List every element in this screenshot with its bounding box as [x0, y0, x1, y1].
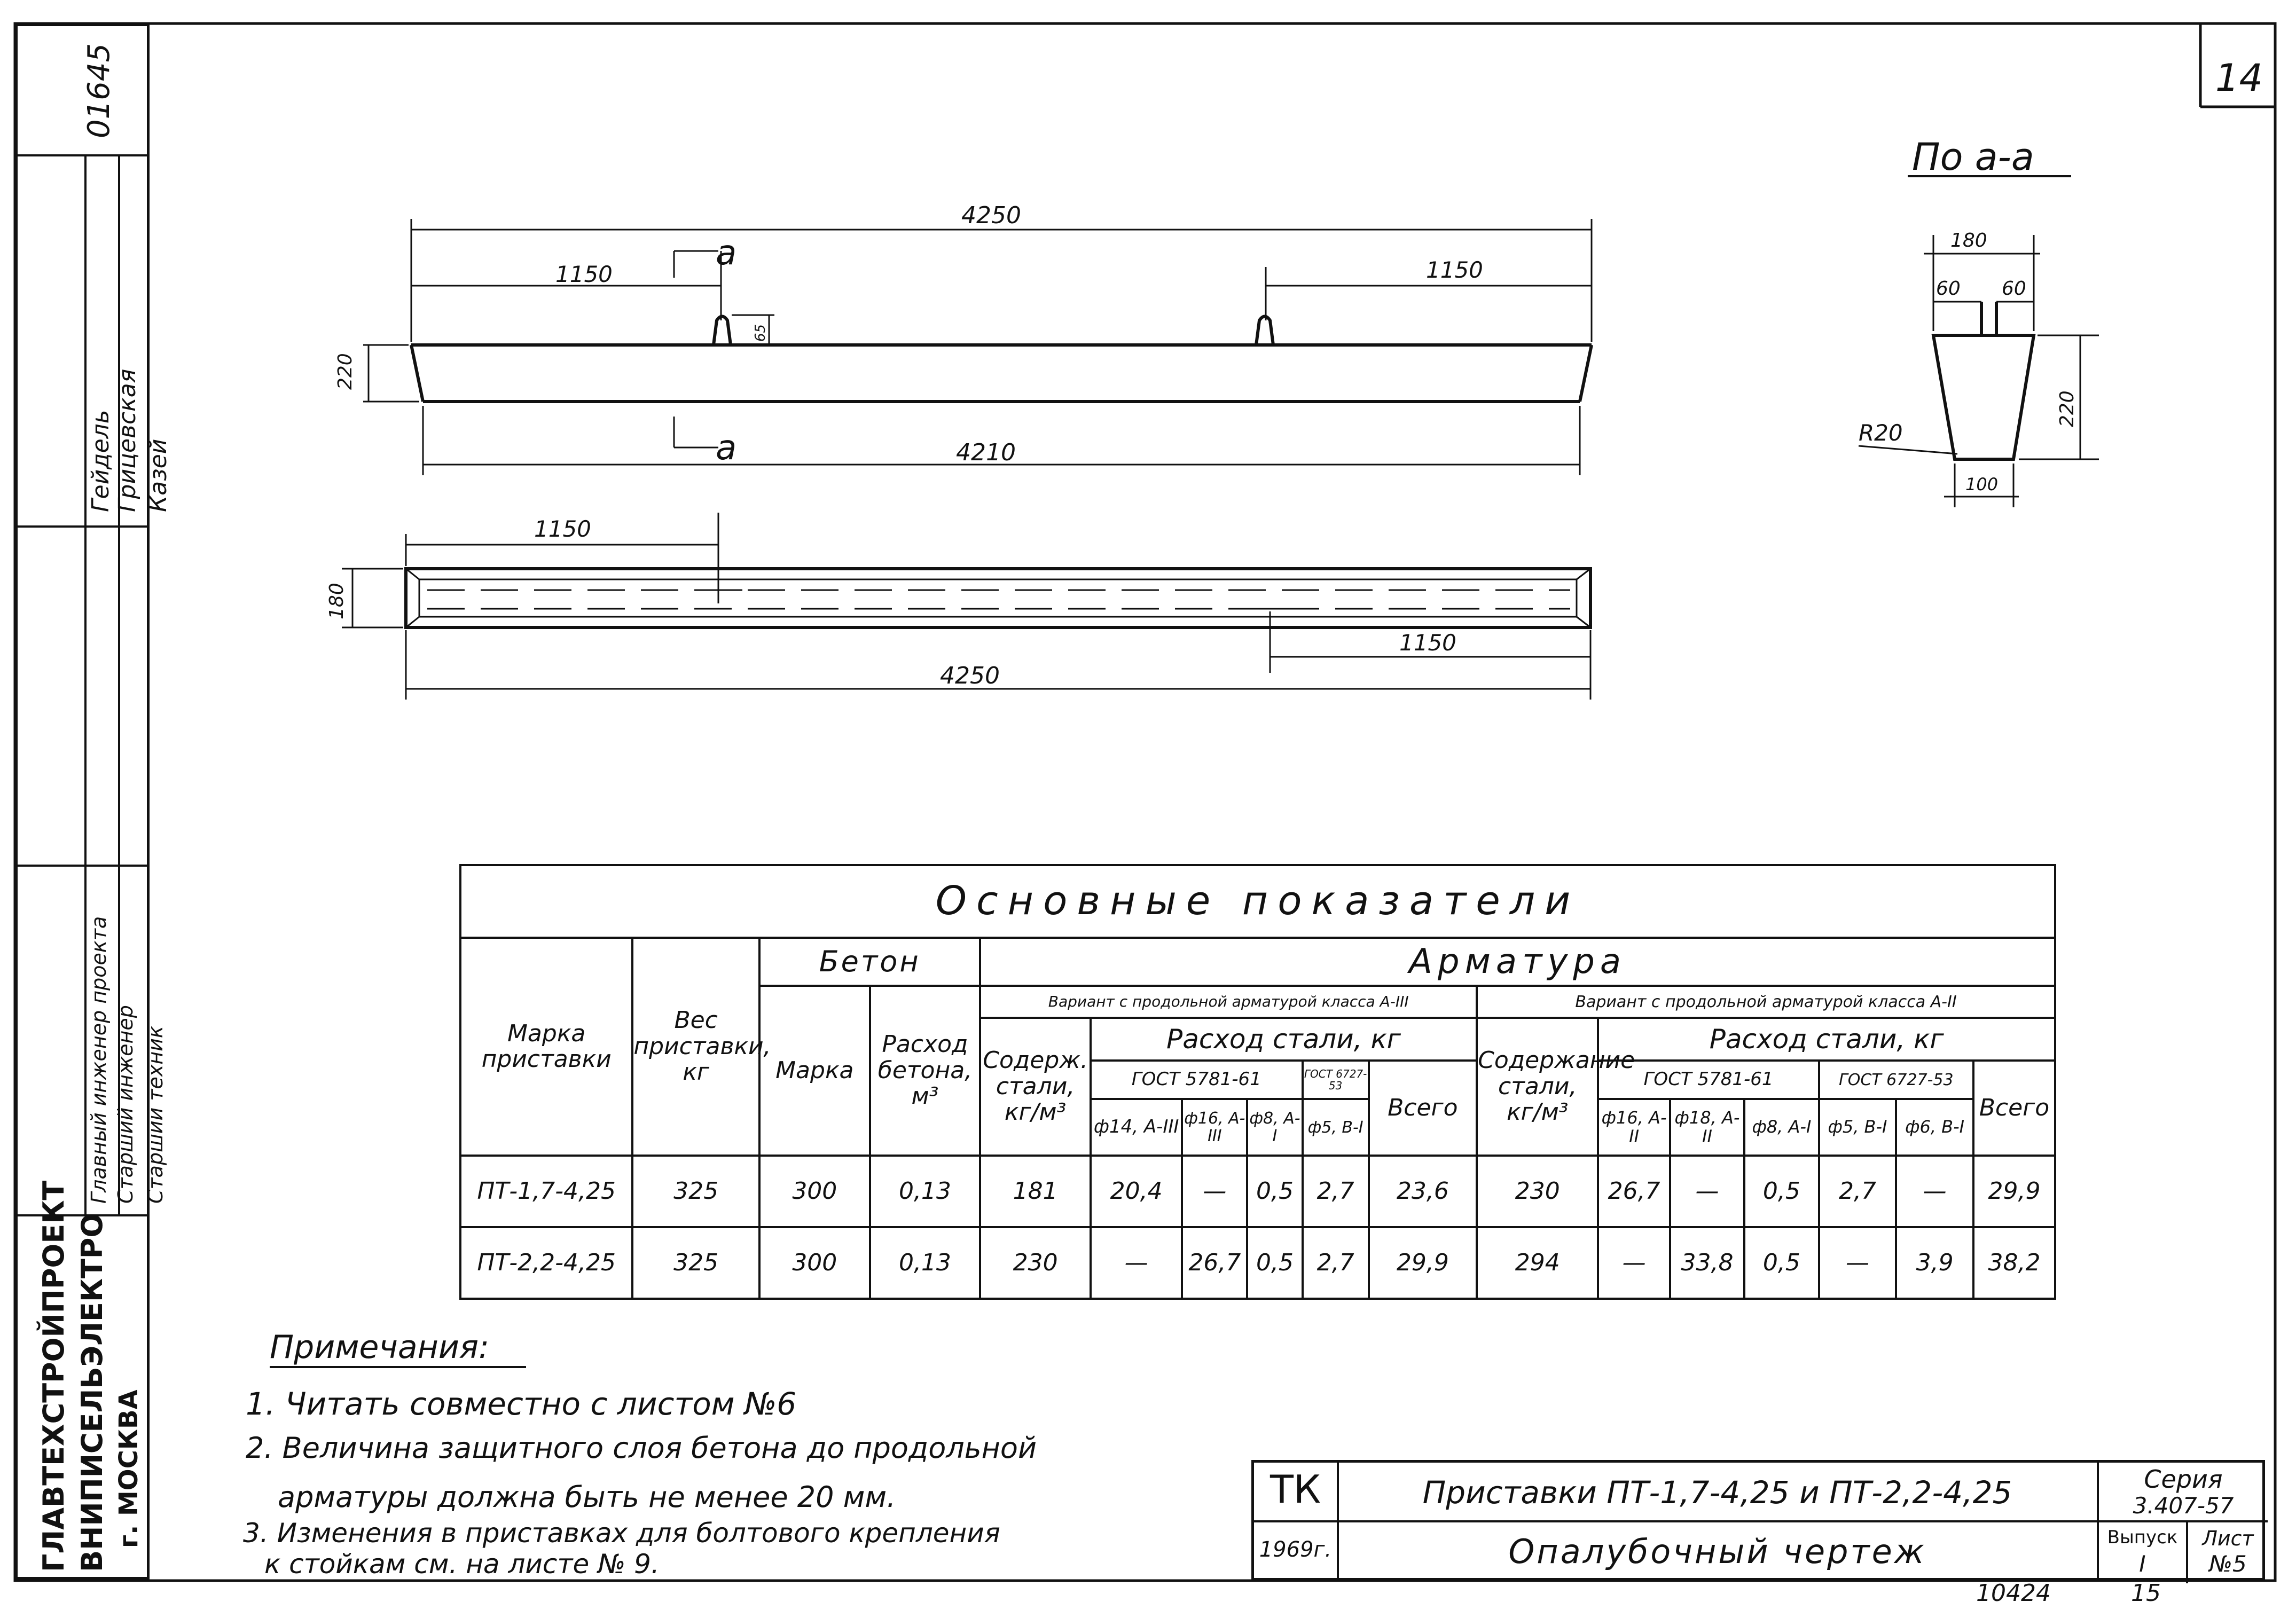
cell: 0,5 [1247, 1227, 1302, 1299]
cell: 2,7 [1819, 1156, 1897, 1227]
h-concrete-use: Расход бетона, м³ [870, 986, 981, 1156]
tb-title-2: Опалубочный чертеж [1508, 1532, 1926, 1571]
cell: 230 [980, 1227, 1091, 1299]
cell: 0,13 [870, 1227, 981, 1299]
cell: 29,9 [1973, 1156, 2055, 1227]
name-2: Грицевская [114, 368, 141, 512]
cell: 325 [632, 1156, 759, 1227]
cell: 23,6 [1369, 1156, 1477, 1227]
cell: 2,7 [1303, 1156, 1369, 1227]
section-dim-bottom: 100 [1965, 474, 1999, 494]
note-1: 1. Читать совместно с листом №6 [246, 1386, 797, 1422]
h-phi5b1: ф5, В-I [1303, 1099, 1369, 1156]
h-gost6727-2: ГОСТ 6727-53 [1819, 1061, 1973, 1099]
cell: ПТ-2,2-4,25 [460, 1227, 632, 1299]
plan-dim-right: 1150 [1399, 630, 1456, 656]
section-dim-60b: 60 [2002, 278, 2026, 300]
cell: 29,9 [1369, 1227, 1477, 1299]
cell: — [1091, 1227, 1182, 1299]
cell: 294 [1477, 1227, 1598, 1299]
cell: 300 [759, 1227, 870, 1299]
name-3: Казей [145, 438, 172, 512]
tb-year: 1969г. [1259, 1537, 1332, 1562]
tb-sheet: №5 [2209, 1551, 2247, 1577]
plan-dim-width: 180 [326, 583, 348, 619]
h-phi6b1: ф6, В-I [1896, 1099, 1973, 1156]
note-2b: арматуры должна быть не менее 20 мм. [278, 1480, 896, 1514]
indicators-table [459, 864, 2056, 1300]
tb-tk: ТК [1270, 1467, 1321, 1512]
footer-page: 15 [2131, 1580, 2161, 1602]
org-line-3: г. МОСКВА [114, 1389, 144, 1548]
plan-dim-total: 4250 [940, 662, 1000, 689]
cut-mark-bottom: a [716, 428, 737, 468]
title-block [1251, 1460, 2265, 1581]
inventory-number: 01645 [82, 43, 116, 138]
h-var2: Вариант с продольной арматурой класса А-II [1477, 986, 2055, 1018]
org-line-1: ГЛАВТЕХСТРОЙПРОЕКТ [37, 1180, 70, 1572]
h-phi18a2: ф18, А-II [1670, 1099, 1744, 1156]
cell: 38,2 [1973, 1227, 2055, 1299]
section-profile [1933, 302, 2034, 459]
h-phi16a3: ф16, А-III [1182, 1099, 1247, 1156]
cell: 20,4 [1091, 1156, 1182, 1227]
h-content2: Содержание стали, кг/м³ [1477, 1018, 1598, 1156]
cell: — [1598, 1227, 1670, 1299]
note-3b: к стойкам см. на листе № 9. [264, 1549, 660, 1580]
section-radius: R20 [1859, 420, 1903, 446]
table-title: Основные показатели [460, 865, 2055, 938]
cell: — [1819, 1227, 1897, 1299]
h-steel-use-2: Расход стали, кг [1598, 1018, 2055, 1061]
h-total-2: Всего [1973, 1061, 2055, 1156]
section-dim-top: 180 [1950, 230, 1987, 252]
h-phi14: ф14, А-III [1091, 1099, 1182, 1156]
cell: 0,5 [1744, 1227, 1819, 1299]
cell: 181 [980, 1156, 1091, 1227]
note-2a: 2. Величина защитного слоя бетона до продольной [246, 1431, 1037, 1465]
tb-issue-label: Выпуск [2107, 1527, 2178, 1548]
table-row [460, 1227, 2055, 1299]
cell: — [1182, 1156, 1247, 1227]
section-dim-60a: 60 [1936, 278, 1961, 300]
h-concrete-mark: Марка [759, 986, 870, 1156]
h-steel-use-3: Расход стали, кг [1091, 1018, 1477, 1061]
h-reinf: Арматура [980, 938, 2055, 986]
tb-series-label: Серия [2144, 1465, 2223, 1494]
notes-title: Примечания: [270, 1329, 490, 1366]
tb-issue: I [2139, 1551, 2146, 1577]
sheet-number: 14 [2215, 56, 2263, 100]
tb-title-1: Приставки ПТ-1,7-4,25 и ПТ-2,2-4,25 [1422, 1474, 2012, 1511]
cell: 230 [1477, 1156, 1598, 1227]
section-label: По а-а [1912, 135, 2034, 179]
cell: 26,7 [1598, 1156, 1670, 1227]
org-line-2: ВНИПИСЕЛЬЭЛЕКТРО [75, 1213, 109, 1572]
plan-dim-left: 1150 [534, 516, 591, 542]
cell: 0,5 [1247, 1156, 1302, 1227]
role-2: Старший инженер [114, 1005, 137, 1204]
h-gost5781-3: ГОСТ 5781-61 [1091, 1061, 1303, 1099]
h-phi8a1b: ф8, А-I [1744, 1099, 1819, 1156]
stamp-strip [15, 23, 172, 1580]
tb-series: 3.407-57 [2133, 1493, 2234, 1519]
h-phi8a1: ф8, А-I [1247, 1099, 1302, 1156]
h-gost5781-2: ГОСТ 5781-61 [1598, 1061, 1819, 1099]
h-phi16a2: ф16, А-II [1598, 1099, 1670, 1156]
tb-sheet-label: Лист [2202, 1527, 2254, 1550]
role-1: Главный инженер проекта [87, 916, 111, 1204]
dim-bottom: 4210 [956, 439, 1016, 466]
cell: 2,7 [1303, 1227, 1369, 1299]
name-1: Гейдель [87, 410, 114, 512]
plan-beam [406, 569, 1590, 627]
note-3a: 3. Изменения в приставках для болтового крепления [243, 1518, 1000, 1549]
cell: 0,5 [1744, 1156, 1819, 1227]
h-weight: Вес приставки, кг [632, 938, 759, 1156]
section-dim-height: 220 [2056, 390, 2078, 427]
dim-right: 1150 [1426, 257, 1483, 283]
h-concrete: Бетон [759, 938, 980, 986]
table-row [460, 1156, 2055, 1227]
cell: 0,13 [870, 1156, 981, 1227]
footer-code: 10424 [1976, 1580, 2051, 1602]
cell: — [1896, 1156, 1973, 1227]
cell: 26,7 [1182, 1227, 1247, 1299]
h-total-3: Всего [1369, 1061, 1477, 1156]
h-var3: Вариант с продольной арматурой класса А-III [980, 986, 1477, 1018]
h-mark: Марка приставки [460, 938, 632, 1156]
cell: 325 [632, 1227, 759, 1299]
dim-left: 1150 [555, 261, 613, 287]
h-gost6727-3: ГОСТ 6727-53 [1303, 1061, 1369, 1099]
dim-bump: 65 [753, 324, 769, 342]
elevation-beam [411, 317, 1592, 402]
role-3: Старший техник [144, 1026, 167, 1204]
dim-height: 220 [334, 353, 356, 390]
cell: 3,9 [1896, 1227, 1973, 1299]
h-content3: Содерж. стали, кг/м³ [980, 1018, 1091, 1156]
dim-total-top: 4250 [961, 202, 1021, 229]
cut-mark-top: a [716, 233, 737, 273]
cell: 33,8 [1670, 1227, 1744, 1299]
h-phi5b1b: ф5, В-I [1819, 1099, 1897, 1156]
cell: ПТ-1,7-4,25 [460, 1156, 632, 1227]
cell: 300 [759, 1156, 870, 1227]
cell: — [1670, 1156, 1744, 1227]
